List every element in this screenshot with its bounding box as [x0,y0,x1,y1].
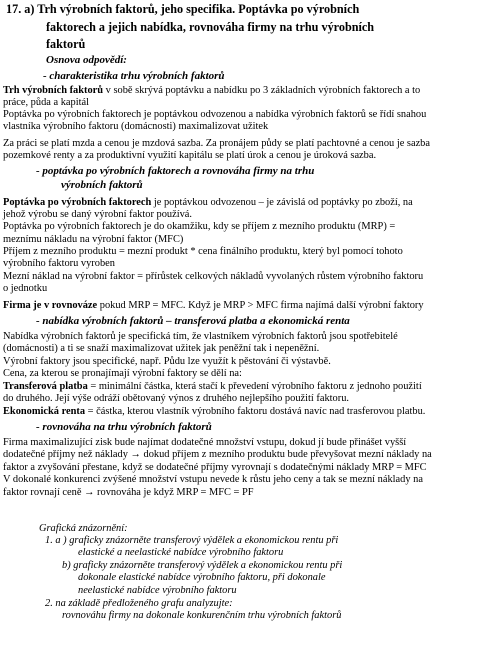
section2-paragraph4-line1: Mezní náklad na výrobní faktor = přírůstek celkových nákladů vyvolaných růstem výrobního faktoru [3,271,424,282]
section2-paragraph5: Firma je v rovnováze pokud MRP = MFC. Když je MRP > MFC firma najímá další výrobní faktory [3,300,424,311]
section2-paragraph2-line2: meznímu nákladu na výrobní faktor (MFC) [3,234,184,245]
section2-paragraph1: Poptávka po výrobních faktorech je poptávkou odvozenou – je závislá od poptávky po zboží, na [3,197,413,208]
section4-line2: dodatečné příjmy než náklady → dokud příjem z mezního produktu bude převyšovat mezní náklady na [3,449,432,460]
section3-transfer-payment: Transferová platba = minimální částka, která stačí k převedení výrobního faktoru z jednoho použití [3,381,422,392]
graphic-task-1b-line1: b) graficky znázorněte transferový výdělek a ekonomickou rentu při [62,560,343,571]
section4-line3: faktor a zvyšování přestane, když se dodatečné příjmy vyrovnají s dodatečnými náklady MRP = MFC [3,462,427,473]
section4-heading: - rovnováha na trhu výrobních faktorů [36,421,212,433]
section1-paragraph1: Trh výrobních faktorů v sobě skrývá poptávku a nabídku po 3 základních výrobních faktorech a to [3,85,421,96]
graphic-task-1a-line1: 1. a ) graficky znázorněte transferový výdělek a ekonomickou rentu při [45,535,339,546]
section4-line5: faktor rovnají ceně → rovnováha je když MRP = MFC = PF [3,487,254,498]
question-title-line2: faktorech a jejich nabídka, rovnováha firmy na trhu výrobních [46,20,375,34]
graphic-task-1b-line2: dokonale elastické nabídce výrobního faktoru, při dokonale [78,572,326,583]
question-title-line3: faktorů [46,37,86,51]
section4-line1: Firma maximalizující zisk bude najímat dodatečné množství vstupu, dokud jí bude přinášet vyšší [3,437,407,448]
section1-paragraph3-line2: pozemkové renty a za produktivní využití kapitálu se platí úrok a cenou je úroková sazba. [3,150,377,161]
section3-economic-rent: Ekonomická renta = částka, kterou vlastník výrobního faktoru dostává navíc nad trasferovou platbu. [3,406,426,417]
section2-heading-line1: - poptávka po výrobních faktorech a rovnováha firmy na trhu [36,165,315,177]
graphic-task-1b-line3: neelastické nabídce výrobního faktoru [78,585,237,596]
section3-heading: - nabídka výrobních faktorů – transferová platba a ekonomická renta [36,315,350,327]
section3-transfer-payment-line2: do druhého. Její výše odráží obětovaný výnos z druhého nejlepšího použití faktoru. [3,393,349,404]
graphic-task-1a-line2: elastické a neelastické nabídce výrobního faktoru [78,547,284,558]
section3-paragraph1-line1: Nabídka výrobních faktorů je specifická tím, že vlastníkem výrobních faktorů jsou spotřebitelé [3,331,398,342]
graphic-tasks-title: Grafická znázornění: [39,523,128,534]
question-title-line1: 17. a) Trh výrobních faktorů, jeho specifika. Poptávka po výrobních [6,2,360,16]
answer-outline-label: Osnova odpovědí: [46,54,127,66]
section1-paragraph3-line1: Za práci se platí mzda a cenou je mzdová sazba. Za pronájem půdy se platí pachtovné a cenou je sazba [3,138,430,149]
section3-paragraph2: Výrobní faktory jsou specifické, např. Půdu lze využít k pěstování či výstavbě. [3,356,331,367]
section3-paragraph3: Cena, za kterou se pronajímají výrobní faktory se dělí na: [3,368,242,379]
section2-paragraph4-line2: o jednotku [3,283,48,294]
section2-paragraph2-line1: Poptávka po výrobních faktorech je do okamžiku, kdy se příjem z mezního produktu (MRP) = [3,221,396,232]
section2-paragraph1-line2: jehož výrobu se daný výrobní faktor používá. [3,209,192,220]
section2-paragraph3-line2: výrobního faktoru vyroben [3,258,115,269]
section3-paragraph1-line2: (domácnosti) a ti se snaží maximalizovat užitek jak peněžní tak i nepeněžní. [3,343,320,354]
section2-paragraph3-line1: Příjem z mezního produktu = mezní produkt * cena finálního produktu, který byl pomocí tohoto [3,246,403,257]
section4-line4: V dokonalé konkurenci zvýšené množství vstupu nevede k růstu jeho ceny a tak se mezní náklady na [3,474,423,485]
section1-heading: - charakteristika trhu výrobních faktorů [43,70,225,82]
graphic-task-2-line2: rovnováhu firmy na dokonale konkurenčním trhu výrobních faktorů [62,610,342,621]
section2-heading-line2: výrobních faktorů [61,179,143,191]
section1-paragraph2-line2: vlastníka výrobního faktoru (domácnosti) maximalizovat užitek [3,121,269,132]
section1-paragraph1-line2: práce, půda a kapitál [3,97,89,108]
section1-paragraph2-line1: Poptávka po výrobních faktorech je poptávkou odvozenou a nabídka výrobních faktorů se řídí snahou [3,109,427,120]
graphic-task-2-line1: 2. na základě předloženého grafu analyzujte: [45,598,233,609]
